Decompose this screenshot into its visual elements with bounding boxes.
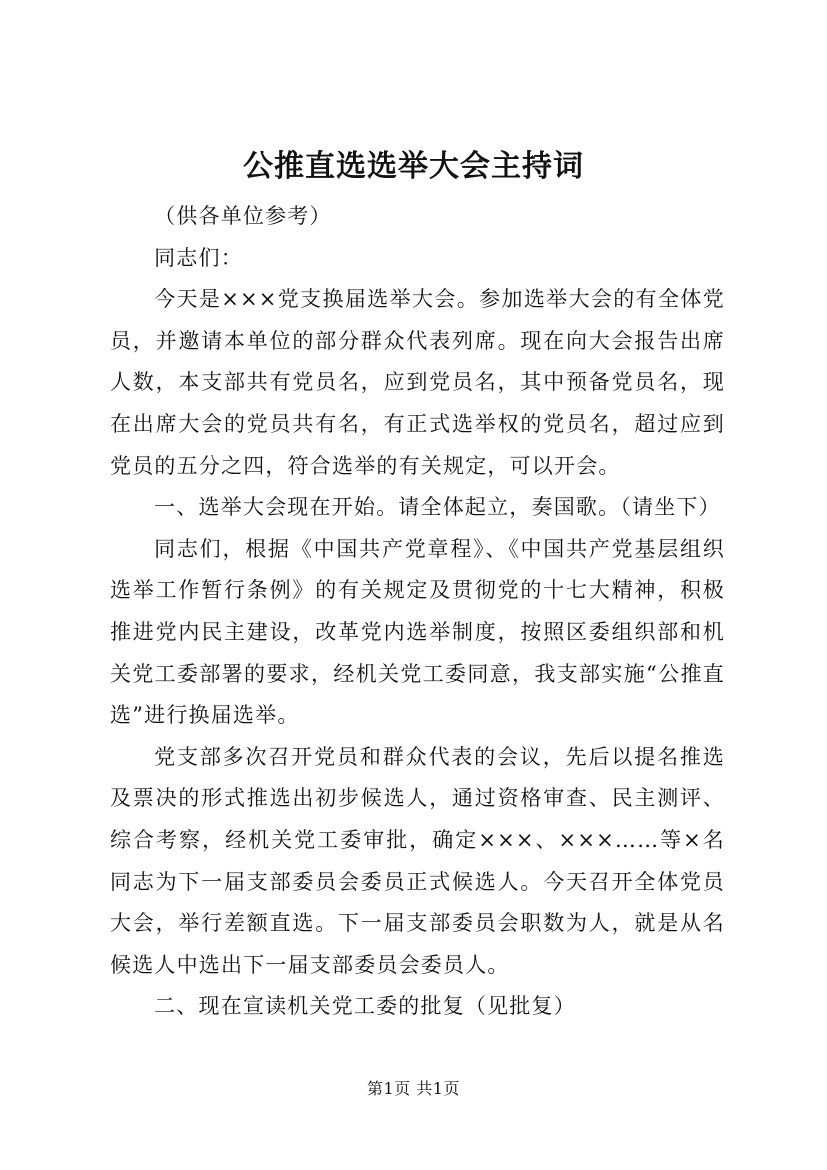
document-title: 公推直选选举大会主持词 — [243, 149, 584, 184]
paragraph-candidates: 党支部多次召开党员和群众代表的会议，先后以提名推选及票决的形式推选出初步候选人，通过资格审查、民主测评、综合考察，经机关党工委审批，确定×××、×××……等×名同志为下一届支部委员会委员正式候选人。今天召开全体党员大会，举行差额直选。下一届支部委员会职数为人，就是从名候选人中选出下一届支部委员会委员人。 — [110, 744, 725, 977]
paragraph-note: （供各单位参考） — [154, 204, 332, 228]
document-body — [110, 196, 725, 1028]
paragraph-basis: 同志们，根据《中国共产党章程》、《中国共产党基层组织选举工作暂行条例》的有关规定及贯彻党的十七大精神，积极推进党内民主建设，改革党内选举制度，按照区委组织部和机关党工委部署的要求，经机关党工委同意，我支部实施“公推直选”进行换届选举。 — [110, 536, 725, 728]
paragraph-section-one: 一、选举大会现在开始。请全体起立，奏国歌。（请坐下） — [154, 495, 721, 520]
page-footer: 第1页 共1页 — [367, 1079, 460, 1098]
paragraph-section-two: 二、现在宣读机关党工委的批复（见批复） — [154, 994, 576, 1019]
paragraph-attendance: 今天是×××党支换届选举大会。参加选举大会的有全体党员，并邀请本单位的部分群众代表列席。现在向大会报告出席人数，本支部共有党员名，应到党员名，其中预备党员名，现在出席大会的党员共有名，有正式选举权的党员名，超过应到党员的五分之四，符合选举的有关规定，可以开会。 — [110, 287, 725, 478]
paragraph-salutation: 同志们： — [154, 245, 243, 270]
